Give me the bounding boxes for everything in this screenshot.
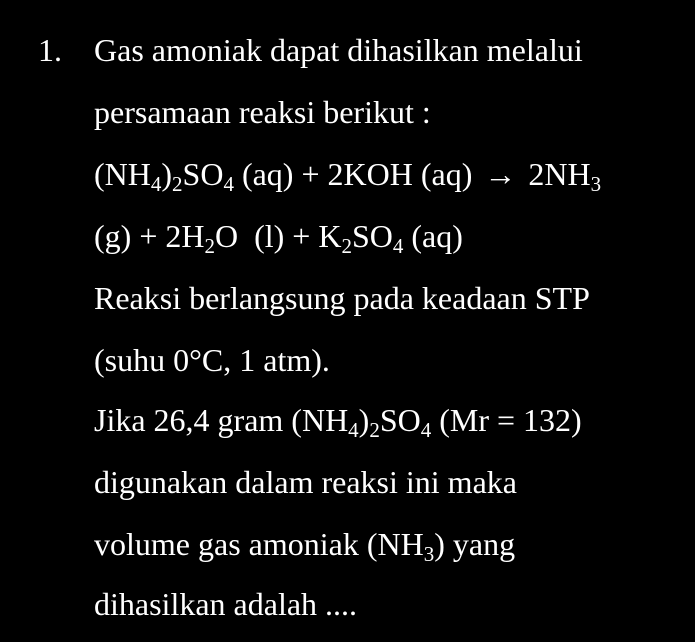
eq1-text: (aq) + 2KOH (aq) bbox=[233, 156, 481, 192]
question-line-7 bbox=[94, 400, 582, 440]
line7-text: SO bbox=[379, 402, 421, 438]
question-line-9 bbox=[94, 524, 515, 564]
eq2-subscript: 2 bbox=[204, 234, 215, 258]
eq1-subscript: 2 bbox=[172, 172, 183, 196]
eq1-text: SO bbox=[182, 156, 224, 192]
question-line-1: Gas amoniak dapat dihasilkan melalui bbox=[94, 32, 583, 68]
eq2-text: (aq) bbox=[403, 218, 463, 254]
eq2-subscript: 4 bbox=[392, 234, 404, 258]
line7-subscript: 4 bbox=[348, 418, 359, 442]
reaction-equation-line-1 bbox=[94, 154, 601, 194]
question-number: 1. bbox=[38, 32, 62, 68]
eq1-subscript: 4 bbox=[223, 172, 234, 196]
eq1-text: (NH bbox=[94, 156, 151, 192]
reaction-equation-line-2 bbox=[94, 216, 463, 256]
line7-text: (Mr = 132) bbox=[431, 402, 582, 438]
question-line-6: (suhu 0°C, 1 atm). bbox=[94, 342, 330, 378]
reaction-arrow-icon: → bbox=[484, 156, 517, 192]
question-line-8: digunakan dalam reaksi ini maka bbox=[94, 464, 517, 500]
eq2-text: (g) + 2H bbox=[94, 218, 205, 254]
eq1-subscript: 4 bbox=[150, 172, 162, 196]
line7-subscript: 2 bbox=[369, 418, 380, 442]
eq1-subscript: 3 bbox=[590, 172, 602, 196]
question-line-5: Reaksi berlangsung pada keadaan STP bbox=[94, 280, 590, 316]
line9-text: ) yang bbox=[434, 526, 516, 562]
eq2-text: SO bbox=[351, 218, 393, 254]
question-line-10: dihasilkan adalah .... bbox=[94, 586, 358, 622]
eq1-text: ) bbox=[161, 156, 173, 192]
question-line-2: persamaan reaksi berikut : bbox=[94, 94, 431, 130]
line7-text: ) bbox=[358, 402, 370, 438]
eq2-subscript: 2 bbox=[341, 234, 352, 258]
line7-subscript: 4 bbox=[420, 418, 432, 442]
line9-text: volume gas amoniak (NH bbox=[94, 526, 424, 562]
line7-text: Jika 26,4 gram (NH bbox=[94, 402, 349, 438]
eq1-text: 2NH bbox=[520, 156, 591, 192]
eq2-text: O (l) + K bbox=[214, 218, 342, 254]
line9-subscript: 3 bbox=[423, 542, 435, 566]
